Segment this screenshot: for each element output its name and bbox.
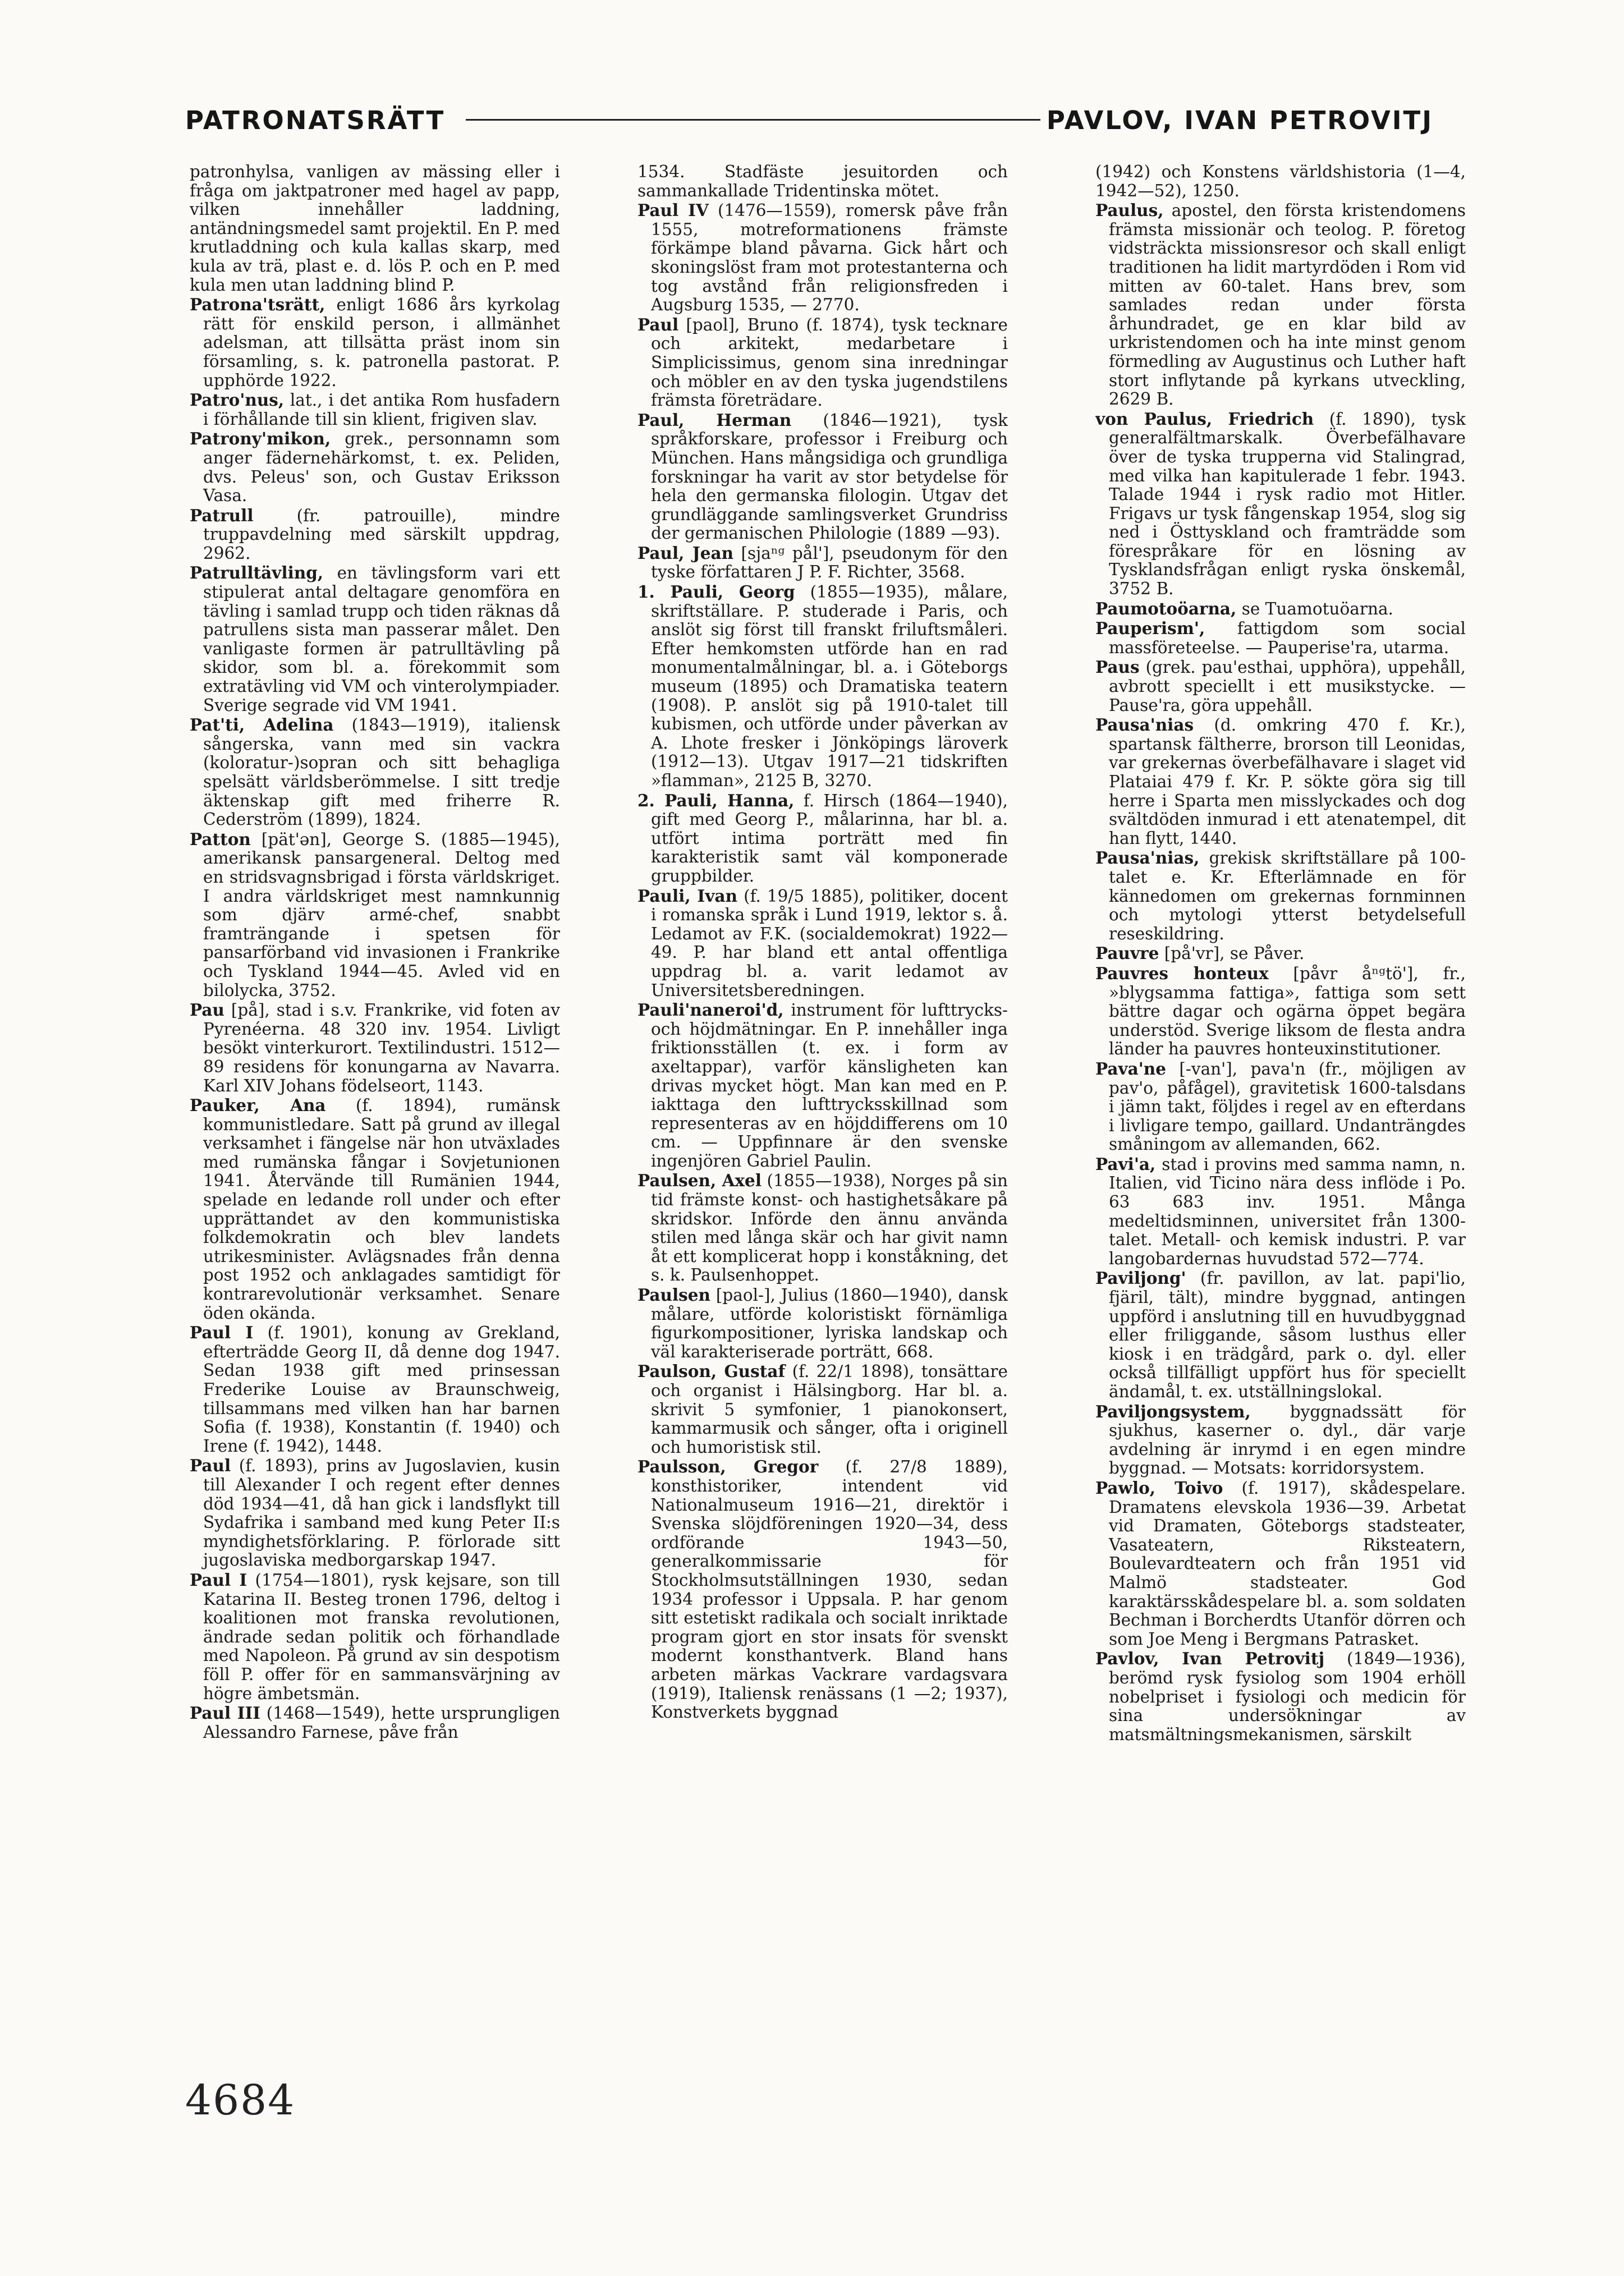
entry-text: (f. 22/1 1898), tonsättare och organist i Hälsingborg. Har bl. a. skrivit 5 symfonier, 1 pianokonsert, kammarmusik och sånger, ofta i originell och humoristisk stil. — [651, 1362, 1008, 1457]
running-header — [185, 100, 1433, 139]
header-rule — [466, 119, 1040, 121]
entry-text: (f. 1917), skådespelare. Dramatens elevskola 1936—39. Arbetat vid Dramaten, Göteborgs stadsteater, Vasateatern, Riksteatern, Boulevardteatern och från 1951 vid Malmö stadsteater. God karaktärsskådespelare bl. a. som soldaten Bechman i Borcherdts Utanför dörren och som Joe Meng i Bergmans Patrasket. — [1109, 1478, 1466, 1649]
entry-text: [sjaⁿᵍ pål'], pseudonym för den tyske författaren J P. F. Richter, 3568. — [651, 543, 1008, 582]
dictionary-entry — [637, 1362, 1008, 1457]
entry-headword: Pat'ti, Adelina — [190, 715, 334, 735]
entry-headword: Pavlov, Ivan Petrovitj — [1095, 1649, 1325, 1669]
entry-headword: Paulsson, Gregor — [637, 1457, 819, 1477]
dictionary-entry — [1095, 1059, 1466, 1154]
entry-text: f. Hirsch (1864—1940), gift med Georg P., målarinna, har bl. a. utfört intima porträtt med fin karakteristik samt väl komponerade gruppbilder. — [651, 791, 1008, 885]
dictionary-entry — [1095, 1479, 1466, 1649]
entry-text: patronhylsa, vanligen av mässing eller i fråga om jaktpatroner med hagel av papp, vilken innehåller laddning, antändningsmedel samt projektil. En P. med krutladdning och kula kallas skarp, med kula av trä, plast e. d. lös P. och en P. med kula men utan laddning blind P. — [190, 163, 560, 295]
entry-text: 1534. Stadfäste jesuitorden och sammankallade Tridentinska mötet. — [637, 163, 1008, 200]
entry-headword: Paviljongsystem, — [1095, 1401, 1251, 1421]
entry-text: enligt 1686 års kyrkolag rätt för enskild person, i allmänhet adelsman, att tillsätta präst inom sin församling, s. k. patronella pastorat. P. upphörde 1922. — [203, 295, 560, 390]
dictionary-entry — [190, 163, 560, 295]
dictionary-entry — [190, 1323, 560, 1456]
dictionary-entry — [637, 1171, 1008, 1285]
entry-text: stad i provins med samma namn, n. Italien, vid Ticino nära dess inflöde i Po. 63 683 inv. 1951. Många medeltidsminnen, universitet från 1300-talet. Metall- och kemisk industri. P. var langobardernas huvudstad 572—774. — [1109, 1154, 1466, 1268]
entry-text: (f. 27/8 1889), konsthistoriker, intendent vid Nationalmuseum 1916—21, direktör i Svenska slöjdföreningen 1920—34, dess ordförande 1943—50, generalkommissarie för Stockholmsutställningen 1930, sedan 1934 professor i Uppsala. P. har genom sitt estetiskt radikala och socialt inriktade program gjort en stor insats för svenskt modernt konsthantverk. Bland hans arbeten märkas Vackrare vardagsvara (1919), Italiensk renässans (1 —2; 1937), Konstverkets byggnad — [651, 1457, 1008, 1722]
dictionary-entry — [190, 295, 560, 390]
entry-headword: Paul I — [190, 1570, 247, 1590]
entry-text: (1855—1938), Norges på sin tid främste konst- och hastighetsåkare på skridskor. Införde den ännu använda stilen med långa skär och har givit namn åt ett komplicerat hopp i konståkning, det s. k. Paulsenhoppet. — [651, 1171, 1008, 1285]
entry-headword: Pausa'nias — [1095, 715, 1194, 735]
dictionary-entry — [1095, 163, 1466, 200]
dictionary-entry — [190, 429, 560, 505]
dictionary-entry — [1095, 944, 1466, 963]
header-left-catchword: PATRONATSRÄTT — [185, 105, 446, 135]
entry-headword: Patrony'mikon, — [190, 429, 331, 449]
entry-text: fattigdom som social massföreteelse. — Pauperise'ra, utarma. — [1109, 619, 1466, 657]
dictionary-entry — [637, 1457, 1008, 1722]
entry-text: [på'vr], se Påver. — [1159, 944, 1305, 963]
dictionary-entry — [190, 1704, 560, 1742]
dictionary-entry — [637, 544, 1008, 582]
text-column-2 — [637, 163, 1008, 2048]
entry-text: [pät'ən], George S. (1885—1945), amerikansk pansargeneral. Deltog med en stridsvagnsbrigad i första världskriget. I andra världskriget mest namnkunnig som djärv armé-chef, snabbt framträngande i spetsen för pansarförband vid invasionen i Frankrike och Tyskland 1944—45. Avled vid en bilolycka, 3752. — [203, 829, 560, 1000]
entry-text: (f. 1894), rumänsk kommunistledare. Satt på grund av illegal verksamhet i fängelse när hon utväxlades med rumänska fångar i Sovjetunionen 1941. Återvände till Rumänien 1944, spelade en ledande roll under och efter upprättandet av den kommunistiska folkdemokratin och blev landets utrikesminister. Avlägsnades från denna post 1952 och anklagades samtidigt för kontrarevolutionär verksamhet. Senare öden okända. — [203, 1096, 560, 1323]
dictionary-entry — [190, 506, 560, 563]
entry-headword: Paviljong' — [1095, 1268, 1186, 1288]
dictionary-entry — [1095, 410, 1466, 599]
entry-headword: Patton — [190, 829, 251, 849]
entry-text: (f. 1901), konung av Grekland, efterträdde Georg II, då denne dog 1947. Sedan 1938 gift med prinsessan Frederike Louise av Braunschweig, tillsammans med vilken han har barnen Sofia (f. 1938), Konstantin (f. 1940) och Irene (f. 1942), 1448. — [203, 1323, 560, 1456]
entry-headword: Paul IV — [637, 200, 709, 221]
entry-headword: Paul — [637, 314, 679, 334]
entry-headword: Paulsen, Axel — [637, 1171, 762, 1191]
entry-text: apostel, den första kristendomens främsta missionär och teolog. P. företog vidsträckta missionsresor och skall enligt traditionen ha lidit martyrdöden i Rom vid mitten av 60-talet. Hans brev, som samlades redan under första århundradet, ge en klar bild av urkristendomen och ha inte minst genom förmedling av Augustinus och Luther haft stort inflytande på kyrkans utveckling, 2629 B. — [1109, 201, 1466, 409]
entry-headword: Patrona'tsrätt, — [190, 295, 325, 315]
entry-headword: Pawlo, Toivo — [1095, 1477, 1223, 1498]
entry-text: grekisk skriftställare på 100-talet e. Kr. Efterlämnade en för kännedomen om grekernas fornminnen och mytologi ytterst betydelsefull reseskildring. — [1109, 848, 1466, 943]
entry-text: (1468—1549), hette ursprungligen Alessandro Farnese, påve från — [203, 1704, 560, 1742]
dictionary-entry — [1095, 1402, 1466, 1478]
entry-headword: Paul III — [190, 1703, 261, 1723]
entry-headword: Pauvres honteux — [1095, 963, 1269, 983]
dictionary-entry — [637, 791, 1008, 886]
entry-headword: Pau — [190, 1000, 224, 1020]
entry-text: (fr. pavillon, av lat. papi'lio, fjäril, tält), mindre byggnad, antingen uppförd i anslutning till en huvudbyggnad eller friliggande, såsom lusthus eller kiosk i en trädgård, park o. dyl. eller också tillfälligt uppfört hus för speciellt ändamål, t. ex. utställningslokal. — [1109, 1269, 1466, 1401]
dictionary-entry — [190, 830, 560, 1000]
entry-headword: 1. Pauli, Georg — [637, 582, 795, 602]
dictionary-entry — [1095, 964, 1466, 1059]
dictionary-entry — [1095, 201, 1466, 409]
entry-text: instrument för lufttrycks- och höjdmätningar. En P. innehåller inga friktionsställen (t. ex. i form av axeltappar), varför känsligheten kan drivas mycket högt. Man kan med en P. iakttaga den lufttrycksskillnad som representeras av en höjddifferens om 10 cm. — Uppfinnare är den svenske ingenjören Gabriel Paulin. — [651, 1001, 1008, 1171]
entry-headword: Paul, Herman — [637, 410, 792, 430]
entry-text: [påvr åⁿᵍtö'], fr., »blygsamma fattiga», fattiga som sett bättre dagar och ogärna öppet begära understöd. Sverige liksom de flesta andra länder ha pauvres honteuxinstitutioner. — [1109, 963, 1466, 1059]
entry-headword: Pauperism', — [1095, 618, 1205, 639]
dictionary-entry — [190, 1096, 560, 1323]
dictionary-entry — [637, 201, 1008, 315]
dictionary-entry — [637, 1286, 1008, 1361]
entry-headword: Paul — [190, 1456, 231, 1476]
dictionary-entry — [1095, 599, 1466, 619]
entry-headword: Paumotoöarna, — [1095, 598, 1237, 618]
entry-text: (f. 19/5 1885), politiker, docent i romanska språk i Lund 1919, lektor s. å. Ledamot av F.K. (socialdemokrat) 1922—49. P. har bland ett antal offentliga uppdrag bl. a. varit ledamot av Universitetsberedningen. — [651, 886, 1008, 1000]
entry-headword: Paulson, Gustaf — [637, 1361, 786, 1382]
entry-headword: Paulus, — [1095, 200, 1164, 221]
entry-text: [paol], Bruno (f. 1874), tysk tecknare och arkitekt, medarbetare i Simplicissimus, genom sina inredningar och möbler en av den tyska jugendstilens främsta företrädare. — [651, 315, 1008, 410]
page-number: 4684 — [185, 2076, 296, 2124]
entry-headword: Paulsen — [637, 1285, 710, 1305]
entry-text: grek., personnamn som anger fädernehärkomst, t. ex. Peliden, dvs. Peleus' son, och Gustav Eriksson Vasa. — [203, 429, 560, 506]
entry-text: (fr. patrouille), mindre truppavdelning med särskilt uppdrag, 2962. — [203, 506, 560, 563]
dictionary-entry — [1095, 848, 1466, 943]
entry-text: (1476—1559), romersk påve från 1555, motreformationens främste förkämpe bland påvarna. Gick hårt och skoningslöst fram mot protestanterna och tog avstånd från religionsfreden i Augsburg 1535, — 2770. — [651, 201, 1008, 315]
entry-text: (1855—1935), målare, skriftställare. P. studerade i Paris, och anslöt sig först till franskt friluftsmåleri. Efter hemkomsten utförde han en rad monumentalmålningar, bl. a. i Göteborgs museum (1895) och Dramatiska teatern (1908). P. anslöt sig på 1910-talet till kubismen, och utförde under påverkan av A. Lhote fresker i Jönköpings läroverk (1912—13). Utgav 1917—21 tidskriften »flamman», 2125 B, 3270. — [651, 582, 1008, 790]
entry-text: [på], stad i s.v. Frankrike, vid foten av Pyrenéerna. 48 320 inv. 1954. Livligt besökt vinterkurort. Textilindustri. 1512—89 residens för konungarna av Navarra. Karl XIV Johans födelseort, 1143. — [203, 1001, 560, 1095]
entry-text: en tävlingsform vari ett stipulerat antal deltagare genomföra en tävling i samlad trupp och tiden räknas då patrullens sista man passerar målet. Den vanligaste formen är patrulltävling på skidor, som bl. a. förekommit som extratävling vid VM och vinterolympiader. Sverige segrade vid VM 1941. — [203, 563, 560, 715]
entry-headword: Pavi'a, — [1095, 1154, 1156, 1174]
dictionary-entry — [190, 391, 560, 429]
dictionary-entry — [637, 411, 1008, 543]
dictionary-entry — [1095, 715, 1466, 848]
entry-text: (grek. pau'esthai, upphöra), uppehåll, avbrott speciellt i ett musikstycke. — Pause'ra, göra uppehåll. — [1109, 658, 1466, 715]
dictionary-entry — [637, 315, 1008, 410]
entry-text: (d. omkring 470 f. Kr.), spartansk fältherre, brorson till Leonidas, var grekernas överbefälhavare i slaget vid Plataiai 479 f. Kr. P. sökte göra sig till herre i Sparta men misslyckades och dog svältdöden inmurad i ett atenatempel, dit han flytt, 1440. — [1109, 715, 1466, 848]
entry-text: (1849—1936), berömd rysk fysiolog som 1904 erhöll nobelpriset i fysiologi och medicin för sina undersökningar av matsmältningsmekanismen, särskilt — [1109, 1649, 1466, 1744]
entry-headword: von Paulus, Friedrich — [1095, 409, 1314, 429]
entry-headword: Paul I — [190, 1323, 254, 1343]
entry-text: (1846—1921), tysk språkforskare, professor i Freiburg och München. Hans mångsidiga och grundliga forskningar ha varit av stor betydelse för hela den germanska filologin. Utgav det grundläggande samlingsverket Grundriss der germanischen Philologie (1889 —93). — [651, 410, 1008, 543]
entry-headword: Pauker, Ana — [190, 1095, 326, 1116]
entry-headword: Patro'nus, — [190, 390, 285, 410]
entry-text: (1754—1801), rysk kejsare, son till Katarina II. Besteg tronen 1796, deltog i koalitionen mot franska revolutionen, ändrade sedan politik och förhandlade med Napoleon. På grund av sin despotism föll P. offer för en sammansvärjning av högre ämbetsmän. — [203, 1570, 560, 1703]
entry-text: lat., i det antika Rom husfadern i förhållande till sin klient, frigiven slav. — [203, 391, 560, 429]
dictionary-entry — [190, 1571, 560, 1703]
entry-text: (1843—1919), italiensk sångerska, vann med sin vackra (koloratur-)sopran och sitt behagliga spelsätt världsberömmelse. I sitt tredje äktenskap gift med friherre R. Cederström (1899), 1824. — [203, 715, 560, 829]
entry-headword: 2. Pauli, Hanna, — [637, 790, 795, 810]
entry-headword: Pauli'naneroi'd, — [637, 1000, 784, 1020]
entry-headword: Pauli, Ivan — [637, 885, 738, 906]
text-column-1 — [190, 163, 560, 2048]
entry-text: se Tuamotuöarna. — [1236, 599, 1393, 618]
dictionary-entry — [1095, 1649, 1466, 1744]
entry-headword: Patrull — [190, 505, 254, 525]
dictionary-entry — [1095, 1269, 1466, 1401]
dictionary-entry — [190, 1001, 560, 1095]
dictionary-entry — [637, 887, 1008, 1001]
dictionary-entry — [190, 1456, 560, 1570]
entry-text: (1942) och Konstens världshistoria (1—4, 1942—52), 1250. — [1095, 163, 1466, 200]
dictionary-entry — [637, 163, 1008, 200]
entry-text: [-van'], pava'n (fr., möjligen av pav'o, påfågel), gravitetisk 1600-talsdans i jämn takt, följdes i regel av en efterdans i livligare tempo, gaillard. Undanträngdes småningom av allemanden, 662. — [1109, 1059, 1466, 1154]
entry-headword: Pauvre — [1095, 943, 1159, 963]
dictionary-entry — [1095, 658, 1466, 715]
entry-text: (f. 1893), prins av Jugoslavien, kusin till Alexander I och regent efter dennes död 1934—41, då han gick i landsflykt till Sydafrika i samband med kung Peter II:s myndighetsförklaring. P. förlorade sitt jugoslaviska medborgarskap 1947. — [203, 1456, 560, 1570]
header-right-catchword: PAVLOV, IVAN PETROVITJ — [1046, 105, 1433, 135]
entry-headword: Patrulltävling, — [190, 563, 324, 583]
dictionary-entry — [637, 1001, 1008, 1171]
dictionary-entry — [190, 715, 560, 829]
entry-text: byggnadssätt för sjukhus, kaserner o. dyl., där varje avdelning är inrymd i en egen mindre byggnad. — Motsats: korridorsystem. — [1109, 1402, 1466, 1478]
entry-headword: Pausa'nias, — [1095, 848, 1200, 868]
entry-text: (f. 1890), tysk generalfältmarskalk. Överbefälhavare över de tyska trupperna vid Stalingrad, med vilka han kapitulerade 1 febr. 1943. Talade 1944 i rysk radio mot Hitler. Frigavs ur tysk fångenskap 1954, slog sig ned i Östtyskland och framträdde som förespråkare för en lösning av Tysklandsfrågan enligt ryska önskemål, 3752 B. — [1109, 409, 1466, 599]
entry-headword: Paul, Jean — [637, 543, 734, 563]
entry-text: [paol-], Julius (1860—1940), dansk målare, utförde koloristiskt förnämliga figurkompositioner, lyriska landskap och väl karakteriserade porträtt, 668. — [651, 1286, 1008, 1361]
text-column-3 — [1095, 163, 1466, 2048]
dictionary-entry — [190, 563, 560, 715]
dictionary-entry — [1095, 619, 1466, 657]
entry-headword: Pava'ne — [1095, 1058, 1167, 1079]
dictionary-entry — [637, 582, 1008, 791]
dictionary-entry — [1095, 1155, 1466, 1269]
entry-headword: Paus — [1095, 657, 1140, 677]
